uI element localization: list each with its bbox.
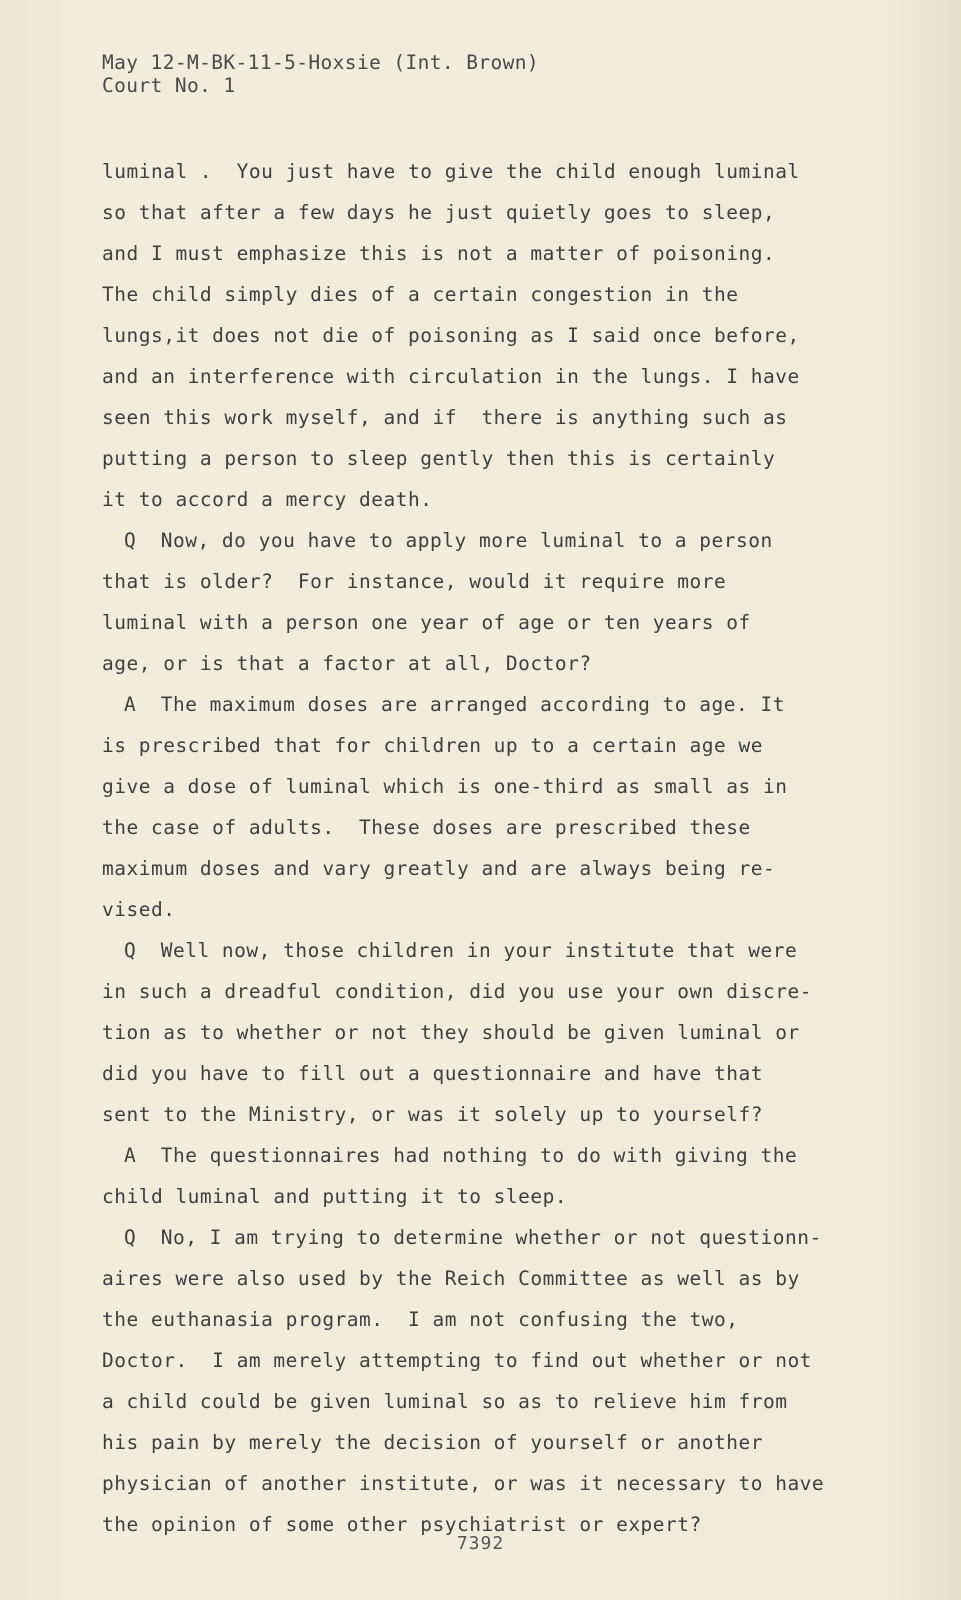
transcript-body [102, 151, 842, 1545]
transcript-line: luminal with a person one year of age or ten years of [102, 611, 751, 634]
transcript-line: The child simply dies of a certain congestion in the [102, 283, 739, 306]
transcript-line: the opinion of some other psychiatrist or expert? [102, 1513, 702, 1536]
transcript-line: and I must emphasize this is not a matter of poisoning. [102, 242, 776, 265]
header-court-line: Court No. 1 [102, 74, 236, 97]
header-reference-line: May 12-M-BK-11-5-Hoxsie (Int. Brown) [102, 51, 540, 74]
transcript-line: tion as to whether or not they should be given luminal or [102, 1021, 800, 1044]
transcript-line: luminal . You just have to give the child enough luminal [102, 160, 800, 183]
transcript-line: seen this work myself, and if there is anything such as [102, 406, 788, 429]
transcript-line: age, or is that a factor at all, Doctor? [102, 652, 592, 675]
transcript-line: did you have to fill out a questionnaire and have that [102, 1062, 763, 1085]
transcript-line: Q Now, do you have to apply more luminal to a person [124, 529, 773, 552]
transcript-line: putting a person to sleep gently then this is certainly [102, 447, 776, 470]
transcript-line: aires were also used by the Reich Committee as well as by [102, 1267, 800, 1290]
transcript-line: and an interference with circulation in the lungs. I have [102, 365, 800, 388]
transcript-line: A The maximum doses are arranged according to age. It [124, 693, 785, 716]
transcript-line: vised. [102, 898, 176, 921]
transcript-line: a child could be given luminal so as to relieve him from [102, 1390, 788, 1413]
transcript-line: in such a dreadful condition, did you use your own discre- [102, 980, 812, 1003]
transcript-line: physician of another institute, or was it necessary to have [102, 1472, 825, 1495]
transcript-line: so that after a few days he just quietly goes to sleep, [102, 201, 776, 224]
transcript-line: Q No, I am trying to determine whether or not questionn- [124, 1226, 822, 1249]
transcript-line: is prescribed that for children up to a certain age we [102, 734, 763, 757]
transcript-line: give a dose of luminal which is one-third as small as in [102, 775, 788, 798]
transcript-line: his pain by merely the decision of yourself or another [102, 1431, 763, 1454]
transcript-line: that is older? For instance, would it require more [102, 570, 727, 593]
transcript-line: it to accord a mercy death. [102, 488, 433, 511]
transcript-line: sent to the Ministry, or was it solely up to yourself? [102, 1103, 763, 1126]
transcript-line: Q Well now, those children in your institute that were [124, 939, 798, 962]
page-number: 7392 [456, 1533, 505, 1554]
transcript-line: the euthanasia program. I am not confusing the two, [102, 1308, 739, 1331]
document-header [102, 51, 539, 97]
transcript-line: child luminal and putting it to sleep. [102, 1185, 568, 1208]
transcript-line: the case of adults. These doses are prescribed these [102, 816, 751, 839]
transcript-line: A The questionnaires had nothing to do with giving the [124, 1144, 798, 1167]
transcript-line: maximum doses and vary greatly and are always being re- [102, 857, 776, 880]
transcript-line: Doctor. I am merely attempting to find out whether or not [102, 1349, 812, 1372]
transcript-line: lungs,it does not die of poisoning as I said once before, [102, 324, 800, 347]
